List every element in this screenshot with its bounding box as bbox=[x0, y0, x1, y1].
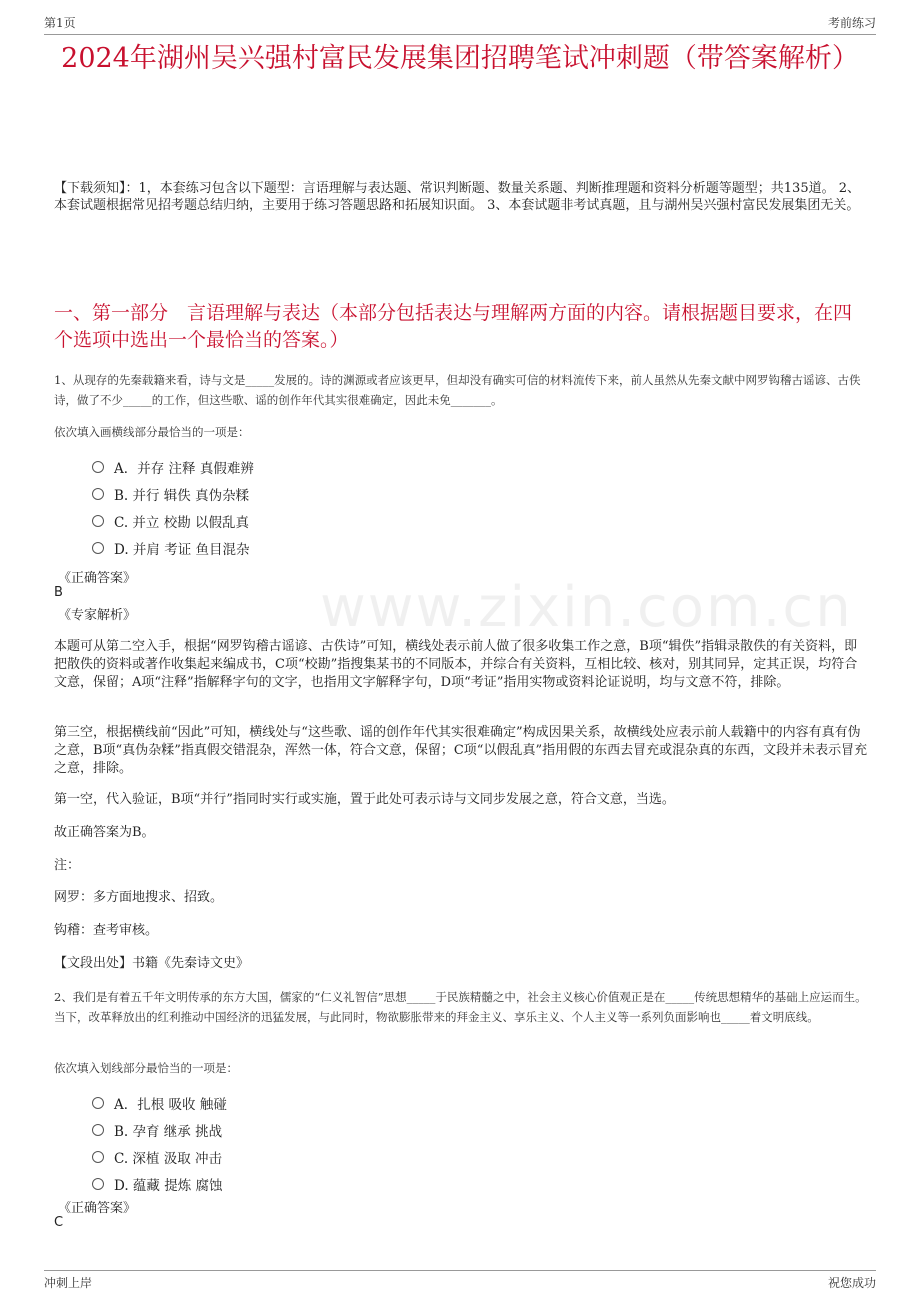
watermark: www.zixin.com.cn bbox=[320, 575, 853, 640]
analysis-paragraph: 网罗：多方面地搜求、招致。 bbox=[54, 890, 224, 905]
analysis-paragraph: 注： bbox=[54, 858, 81, 873]
question-2-instruction: 依次填入划线部分最恰当的一项是： bbox=[54, 1061, 238, 1075]
option-a[interactable]: A．并存 注释 真假难辨 bbox=[92, 453, 254, 480]
radio-icon[interactable] bbox=[92, 515, 104, 527]
document-title: 2024年湖州吴兴强村富民发展集团招聘笔试冲刺题（带答案解析） bbox=[61, 43, 859, 74]
analysis-paragraph: 本题可从第二空入手，根据“网罗钩稽古谣谚、古佚诗”可知，横线处表示前人做了很多收集工作之意，B项“辑佚”指辑录散佚的有关资料，即把散佚的资料或著作收集起来编成书，C项“校勘”指搜集某书的不同版本，并综合有关资料，互相比较、核对，别其同异，定其正误，均符合文意，保留；A项“注释”指解释字句的文字，也指用文字解释字句，D项“考证”指用实物或资料论证说明，均与文意不符，排除。 bbox=[54, 639, 858, 690]
radio-icon[interactable] bbox=[92, 1124, 104, 1136]
analysis-paragraph: 第一空，代入验证，B项“并行”指同时实行或实施，置于此处可表示诗与文同步发展之意，符合文意，当选。 bbox=[54, 792, 675, 807]
header-note: 考前练习 bbox=[827, 16, 876, 30]
question-1-instruction: 依次填入画横线部分最恰当的一项是： bbox=[54, 425, 250, 439]
radio-icon[interactable] bbox=[92, 1151, 104, 1163]
page-number: 第1页 bbox=[44, 16, 76, 30]
page-header bbox=[44, 14, 876, 35]
question-2-stem: 2、我们是有着五千年文明传承的东方大国，儒家的“仁义礼智信”思想_____于民族精髓之中，社会主义核心价值观正是在_____传统思想精华的基础上应运而生。当下，改革释放出的红利推动中国经济的迅猛发展，与此同时，物欲膨胀带来的拜金主义、享乐主义、个人主义等一系列负面影响也_____着文明底线。 bbox=[54, 990, 867, 1024]
option-d[interactable]: D. 并肩 考证 鱼目混杂 bbox=[92, 534, 254, 561]
question-2-options bbox=[92, 1089, 227, 1197]
footer-right: 祝您成功 bbox=[827, 1276, 876, 1290]
option-b[interactable]: B. 孕育 继承 挑战 bbox=[92, 1116, 227, 1143]
answer-value: C bbox=[54, 1215, 64, 1230]
analysis-paragraph: 第三空，根据横线前“因此”可知，横线处与“这些歌、谣的创作年代其实很难确定”构成因果关系，故横线处应表示前人载籍中的内容有真有伪之意，B项“真伪杂糅”指真假交错混杂，浑然一体，符合文意，保留；C项“以假乱真”指用假的东西去冒充或混杂真的东西，文段并未表示冒充之意，排除。 bbox=[54, 725, 868, 776]
option-b[interactable]: B. 并行 辑佚 真伪杂糅 bbox=[92, 480, 254, 507]
option-a[interactable]: A．扎根 吸收 触碰 bbox=[92, 1089, 227, 1116]
page-footer bbox=[44, 1270, 876, 1291]
radio-icon[interactable] bbox=[92, 542, 104, 554]
section-heading: 一、第一部分 言语理解与表达（本部分包括表达与理解两方面的内容。请根据题目要求，在四个选项中选出一个最恰当的答案。） bbox=[54, 302, 853, 351]
radio-icon[interactable] bbox=[92, 488, 104, 500]
radio-icon[interactable] bbox=[92, 1097, 104, 1109]
footer-left: 冲刺上岸 bbox=[44, 1276, 93, 1290]
answer-label: 《正确答案》 bbox=[58, 1201, 137, 1216]
question-1-options bbox=[92, 453, 254, 561]
analysis-label: 《专家解析》 bbox=[58, 608, 137, 623]
radio-icon[interactable] bbox=[92, 1178, 104, 1190]
question-1-stem: 1、从现存的先秦载籍来看，诗与文是_____发展的。诗的渊源或者应该更早，但却没有确实可信的材料流传下来，前人虽然从先秦文献中网罗钩稽古谣谚、古佚诗，做了不少_____的工作，但这些歌、谣的创作年代其实很难确定，因此未免_______。 bbox=[54, 373, 861, 407]
analysis-paragraph: 钩稽：查考审核。 bbox=[54, 923, 159, 938]
option-d[interactable]: D. 蕴藏 提炼 腐蚀 bbox=[92, 1170, 227, 1197]
source-note: 【文段出处】书籍《先秦诗文史》 bbox=[54, 956, 250, 971]
option-c[interactable]: C. 深植 汲取 冲击 bbox=[92, 1143, 227, 1170]
analysis-paragraph: 故正确答案为B。 bbox=[54, 825, 155, 840]
answer-label: 《正确答案》 bbox=[58, 571, 137, 586]
download-notice: 【下载须知】：1，本套练习包含以下题型：言语理解与表达题、常识判断题、数量关系题、判断推理题和资料分析题等题型；共135道。 2、本套试题根据常见招考题总结归纳，主要用于练习答题思路和拓展知识面。 3、本套试题非考试真题，且与湖州吴兴强村富民发展集团无关。 bbox=[54, 181, 860, 213]
answer-value: B bbox=[54, 585, 63, 600]
option-c[interactable]: C. 并立 校勘 以假乱真 bbox=[92, 507, 254, 534]
radio-icon[interactable] bbox=[92, 461, 104, 473]
